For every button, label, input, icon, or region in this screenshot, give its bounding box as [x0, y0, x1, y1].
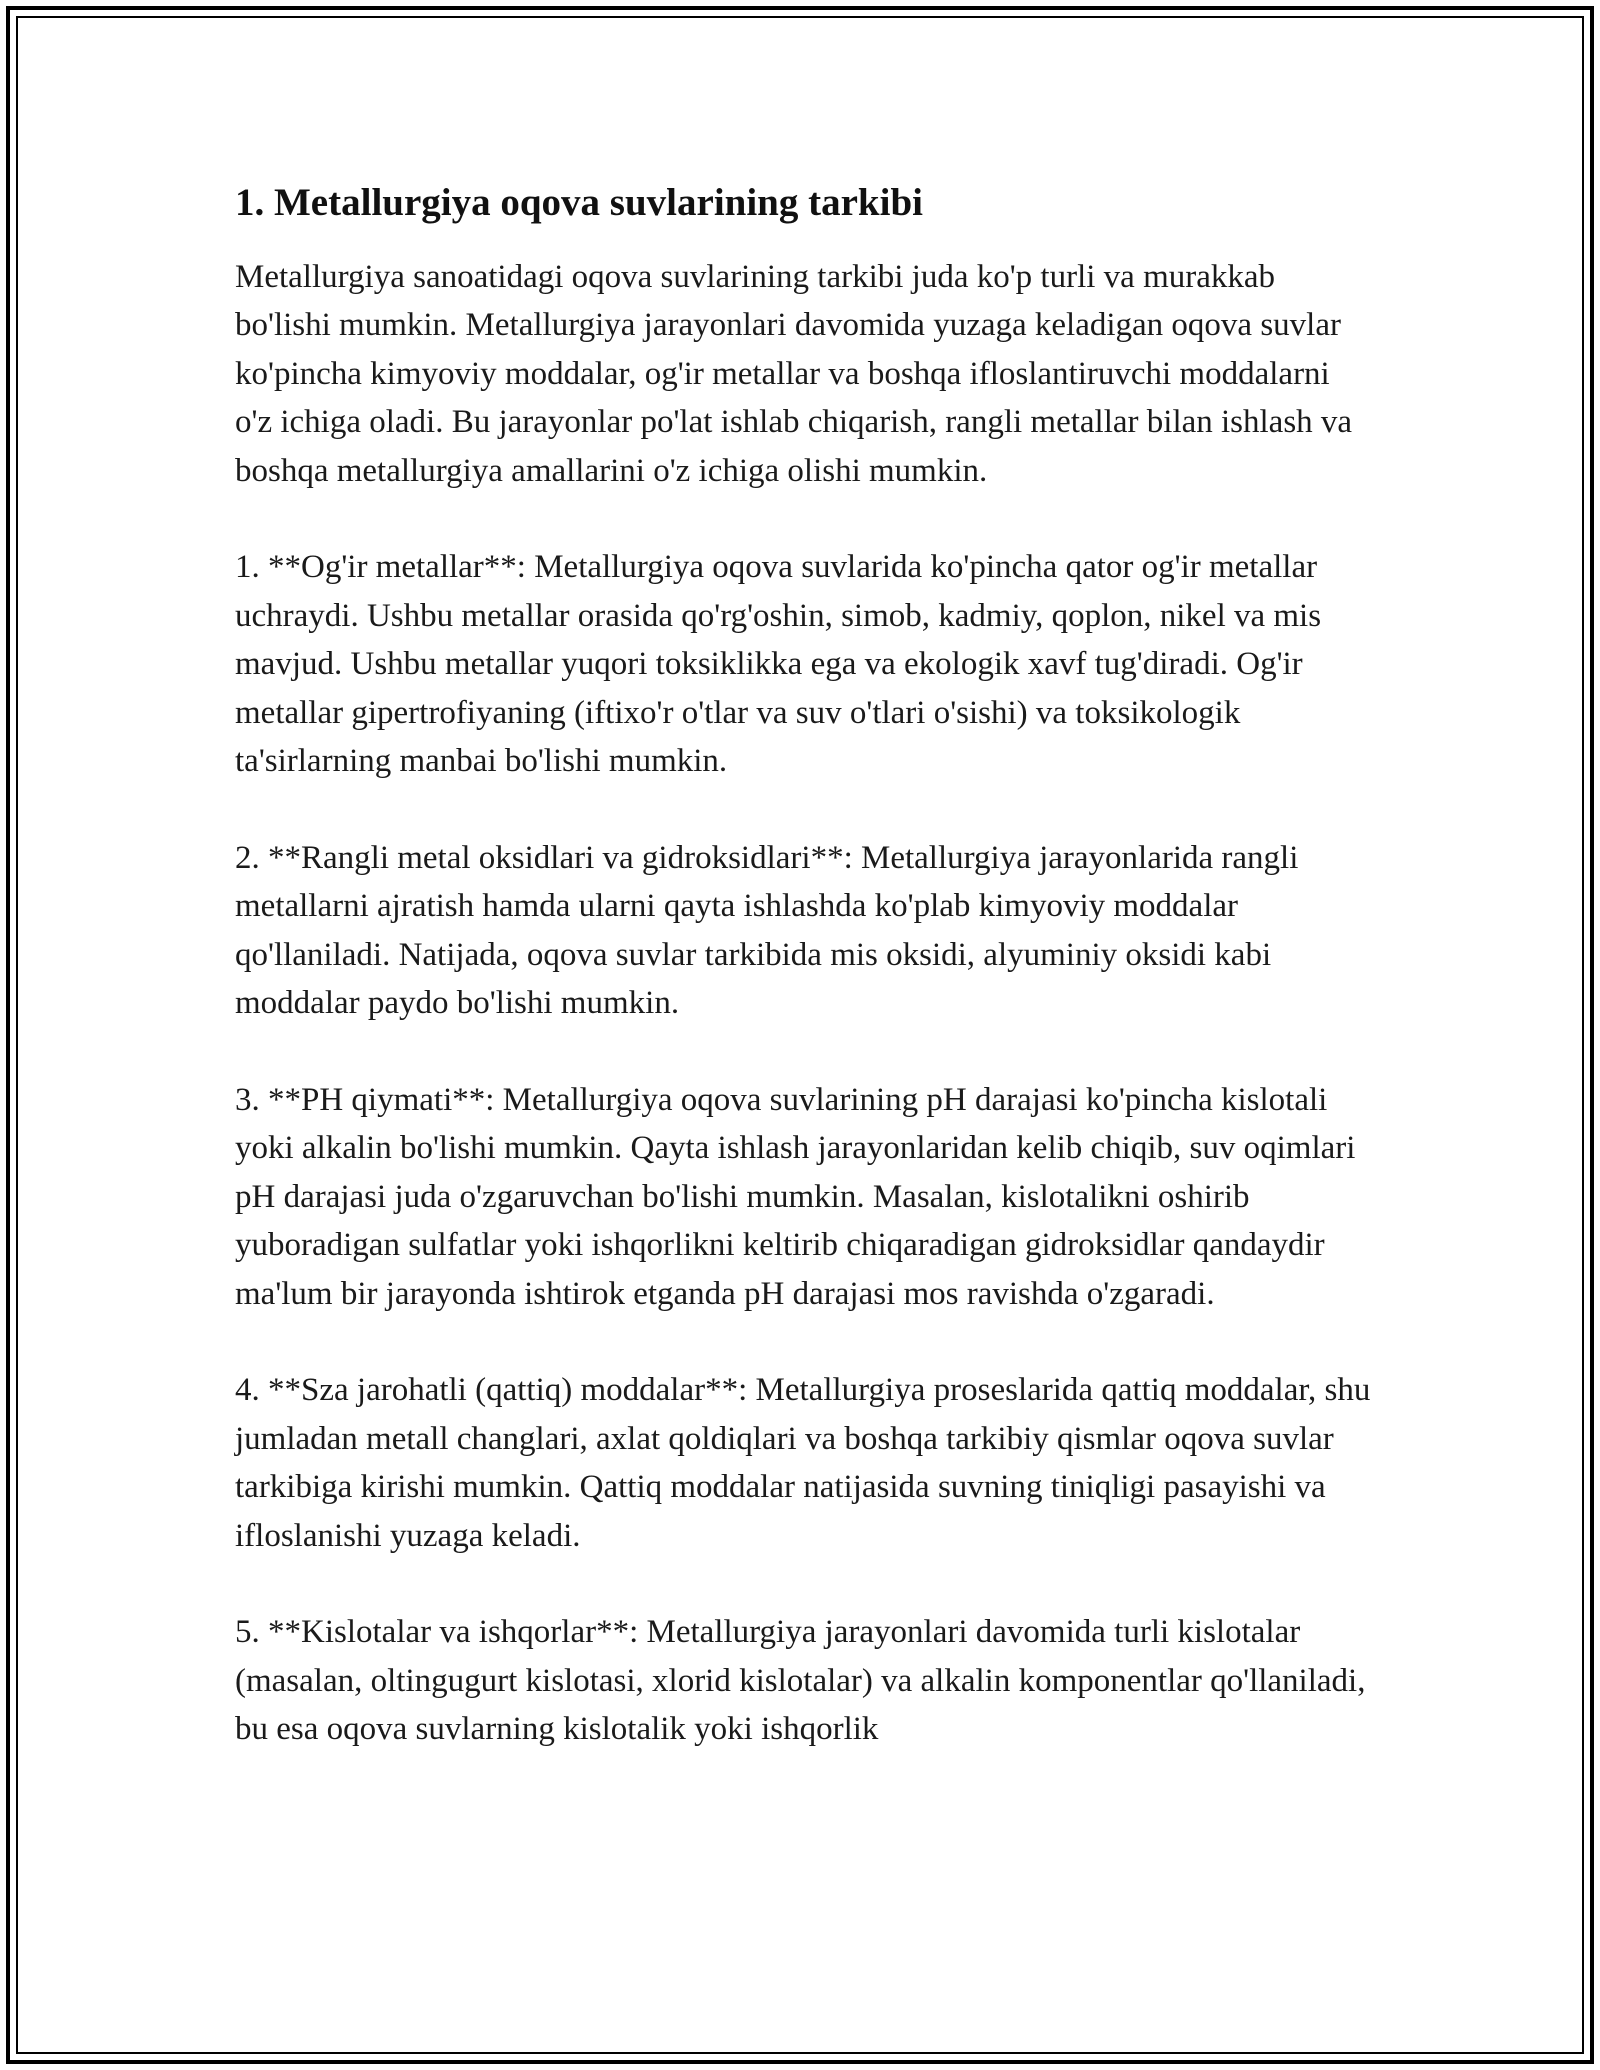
intro-paragraph: Metallurgiya sanoatidagi oqova suvlarining tarkibi juda ko'p turli va murakkab bo'lishi mumkin. Metallurgiya jarayonlari davomida yuzaga keladigan oqova suvlar ko'pincha kimyoviy moddalar, og'ir metallar va boshqa ifloslantiruvchi moddalarni o'z ichiga oladi. Bu jarayonlar po'lat ishlab chiqarish, rangli metallar bilan ishlash va boshqa metallurgiya amallarini o'z ichiga olishi mumkin. — [235, 258, 1353, 489]
document-body — [235, 178, 1375, 1802]
list-item-ph-value: 3. **PH qiymati**: Metallurgiya oqova suvlarining pH darajasi ko'pincha kislotali yoki alkalin bo'lishi mumkin. Qayta ishlash jarayonlaridan kelib chiqib, suv oqimlari pH darajasi juda o'zgaruvchan bo'lishi mumkin. Masalan, kislotalikni oshirib yuboradigan sulfatlar yoki ishqorlikni keltirib chiqaradigan gidroksidlar qandaydir ma'lum bir jarayonda ishtirok etganda pH darajasi mos ravishda o'zgaradi. — [235, 1081, 1356, 1312]
list-item-solid-matter: 4. **Sza jarohatli (qattiq) moddalar**: Metallurgiya proseslarida qattiq moddalar, shu jumladan metall changlari, axlat qoldiqlari va boshqa tarkibiy qismlar oqova suvlar tarkibiga kirishi mumkin. Qattiq moddalar natijasida suvning tiniqligi pasayishi va ifloslanishi yuzaga keladi. — [235, 1372, 1371, 1554]
section-heading: 1. Metallurgiya oqova suvlarining tarkibi — [235, 181, 923, 224]
list-item-metal-oxides: 2. **Rangli metal oksidlari va gidroksidlari**: Metallurgiya jarayonlarida rangli metallarni ajratish hamda ularni qayta ishlashda ko'plab kimyoviy moddalar qo'llaniladi. Natijada, oqova suvlar tarkibida mis oksidi, alyuminiy oksidi kabi moddalar paydo bo'lishi mumkin. — [235, 839, 1299, 1022]
list-item-heavy-metals: 1. **Og'ir metallar**: Metallurgiya oqova suvlarida ko'pincha qator og'ir metallar uchraydi. Ushbu metallar orasida qo'rg'oshin, simob, kadmiy, qoplon, nikel va mis mavjud. Ushbu metallar yuqori toksiklikka ega va ekologik xavf tug'diradi. Og'ir metallar gipertrofiyaning (iftixo'r o'tlar va suv o'tlari o'sishi) va toksikologik ta'sirlarning manbai bo'lishi mumkin. — [235, 549, 1322, 780]
list-item-acids-alkalis: 5. **Kislotalar va ishqorlar**: Metallurgiya jarayonlari davomida turli kislotalar (masalan, oltingugurt kislotasi, xlorid kislotalar) va alkalin komponentlar qo'llaniladi, bu esa oqova suvlarning kislotalik yoki ishqorlik — [235, 1614, 1366, 1748]
